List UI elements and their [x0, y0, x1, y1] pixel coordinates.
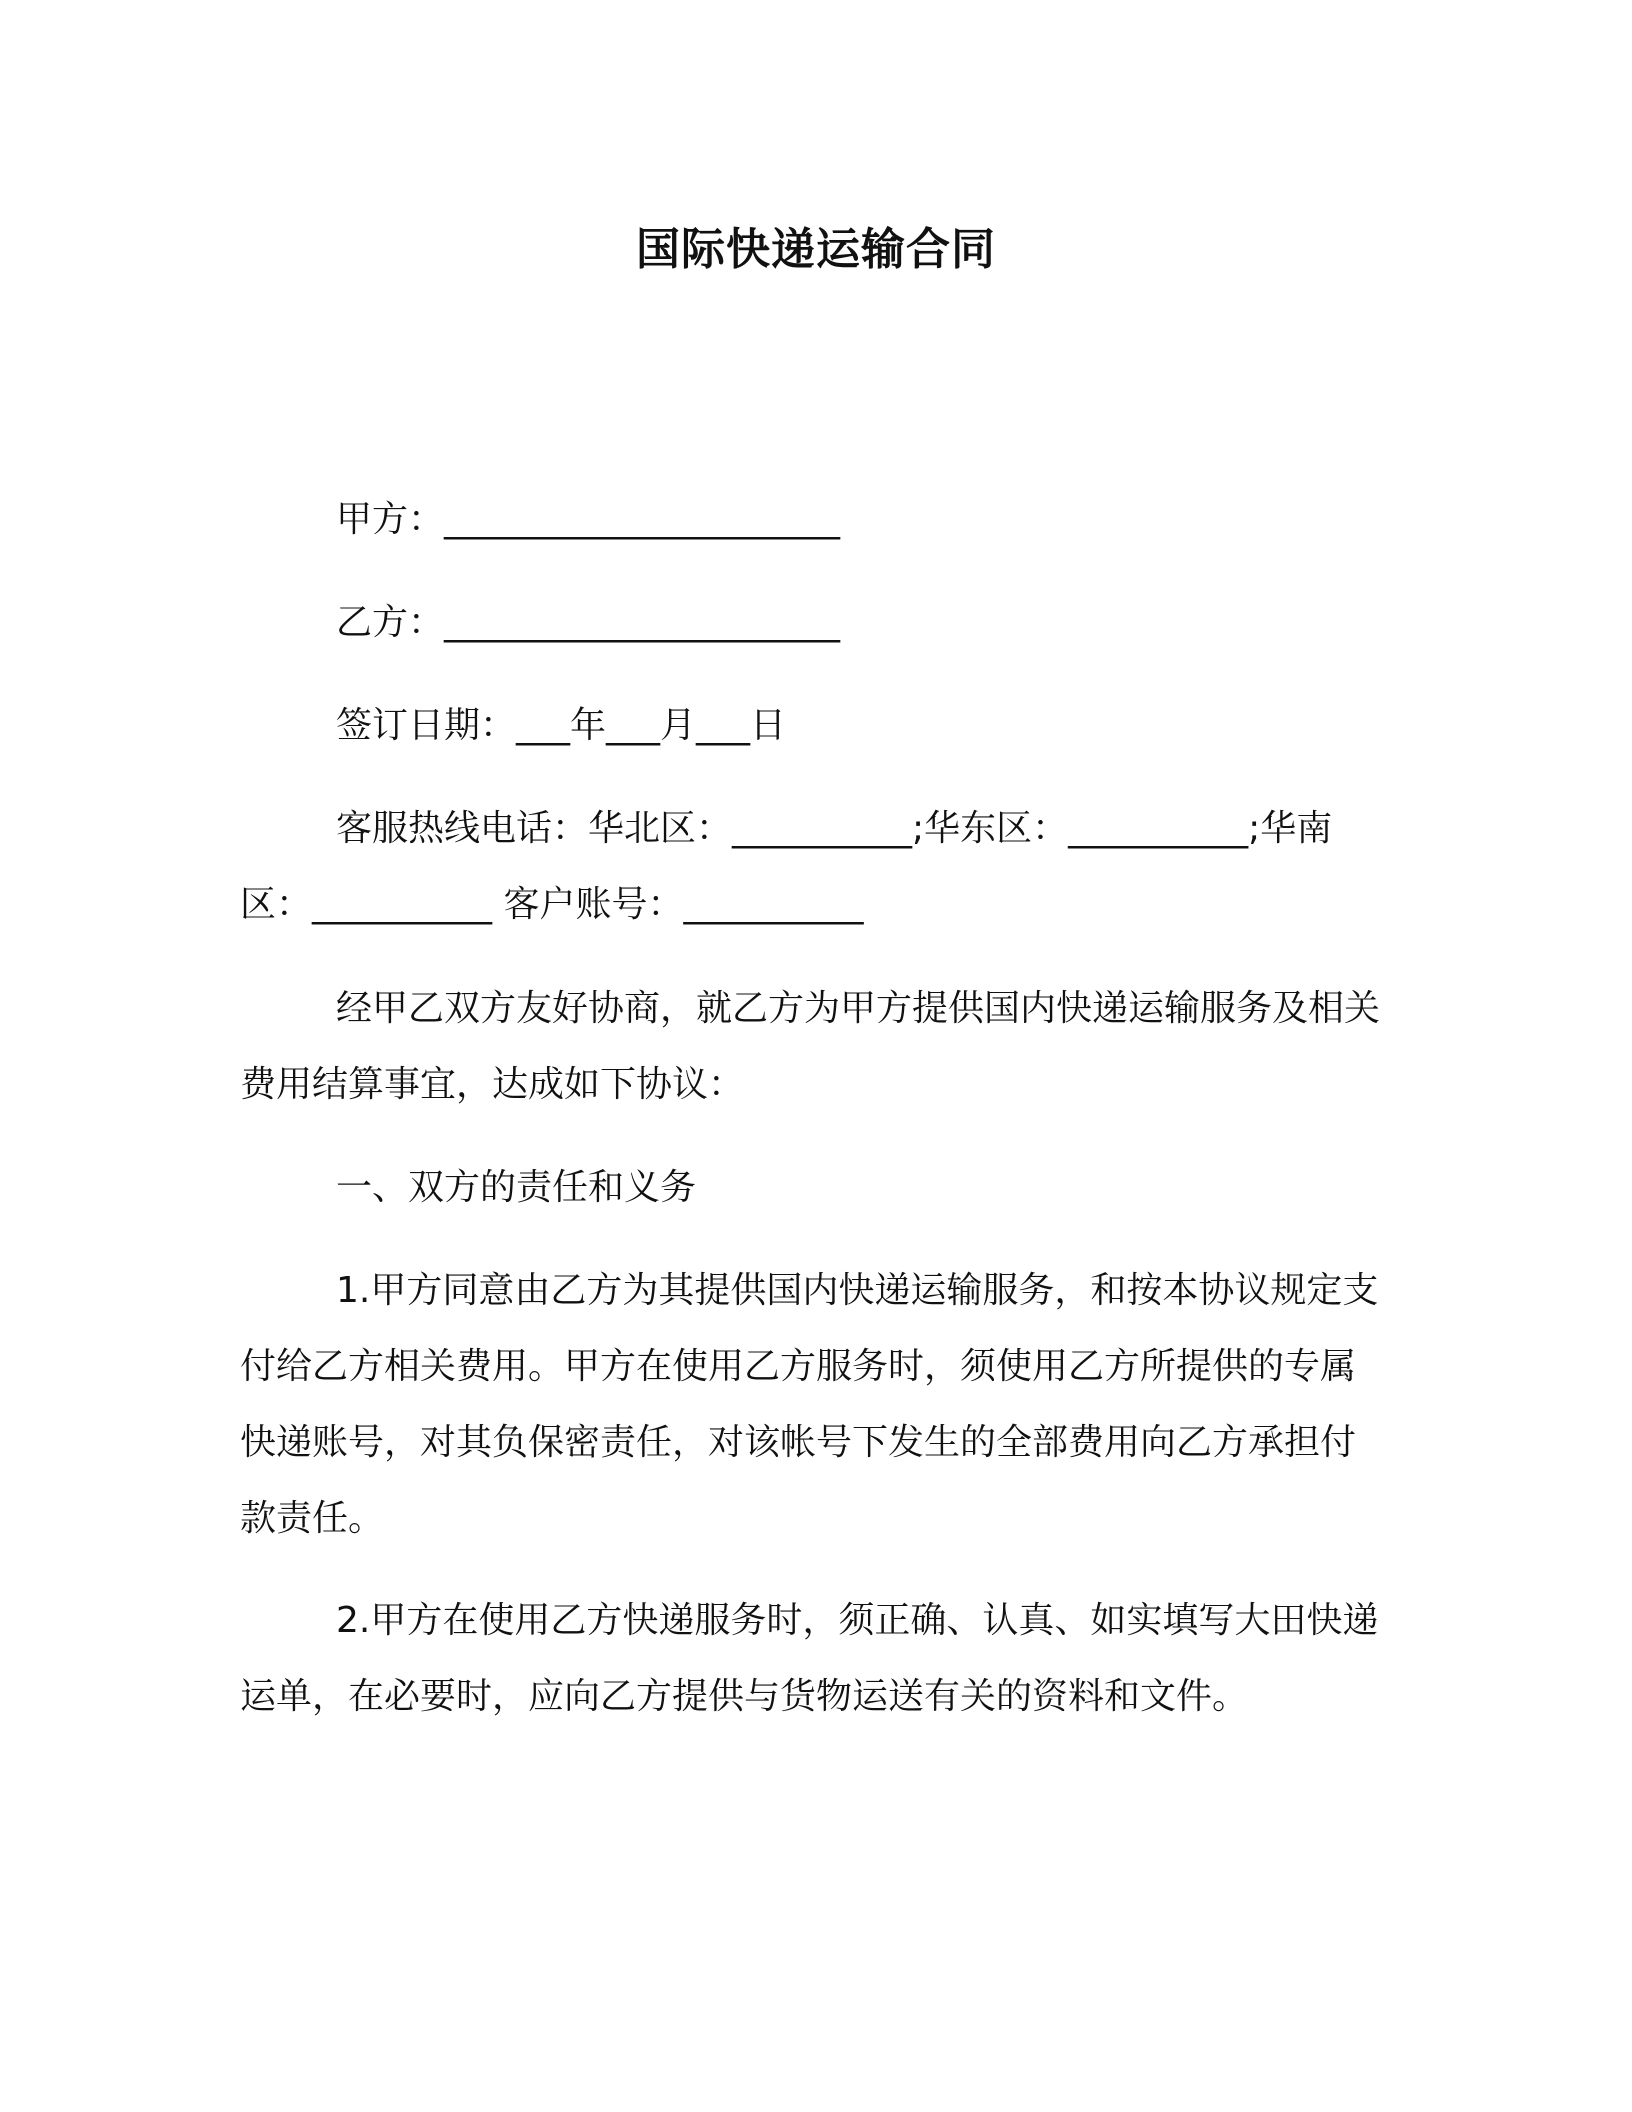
document-title: 国际快递运输合同 [636, 224, 996, 275]
party-a-line: 甲方：______________________ [336, 499, 841, 540]
hotline-paragraph: 客服热线电话：华北区：__________;华东区：__________;华南区：__________ 客户账号：__________ [240, 808, 1333, 925]
sign-date-line: 签订日期：___年___月___日 [336, 705, 787, 746]
section-heading: 一、双方的责任和义务 [336, 1167, 697, 1208]
party-b-line: 乙方：______________________ [336, 602, 841, 643]
clause-2-paragraph: 2.甲方在使用乙方快递服务时，须正确、认真、如实填写大田快递运单，在必要时，应向乙方提供与货物运送有关的资料和文件。 [240, 1600, 1379, 1717]
intro-paragraph: 经甲乙双方友好协商，就乙方为甲方提供国内快递运输服务及相关费用结算事宜，达成如下协议： [240, 988, 1381, 1105]
clause-1-paragraph: 1.甲方同意由乙方为其提供国内快递运输服务，和按本协议规定支付给乙方相关费用。甲方在使用乙方服务时，须使用乙方所提供的专属快递账号，对其负保密责任，对该帐号下发生的全部费用向乙方承担付款责任。 [240, 1270, 1379, 1539]
